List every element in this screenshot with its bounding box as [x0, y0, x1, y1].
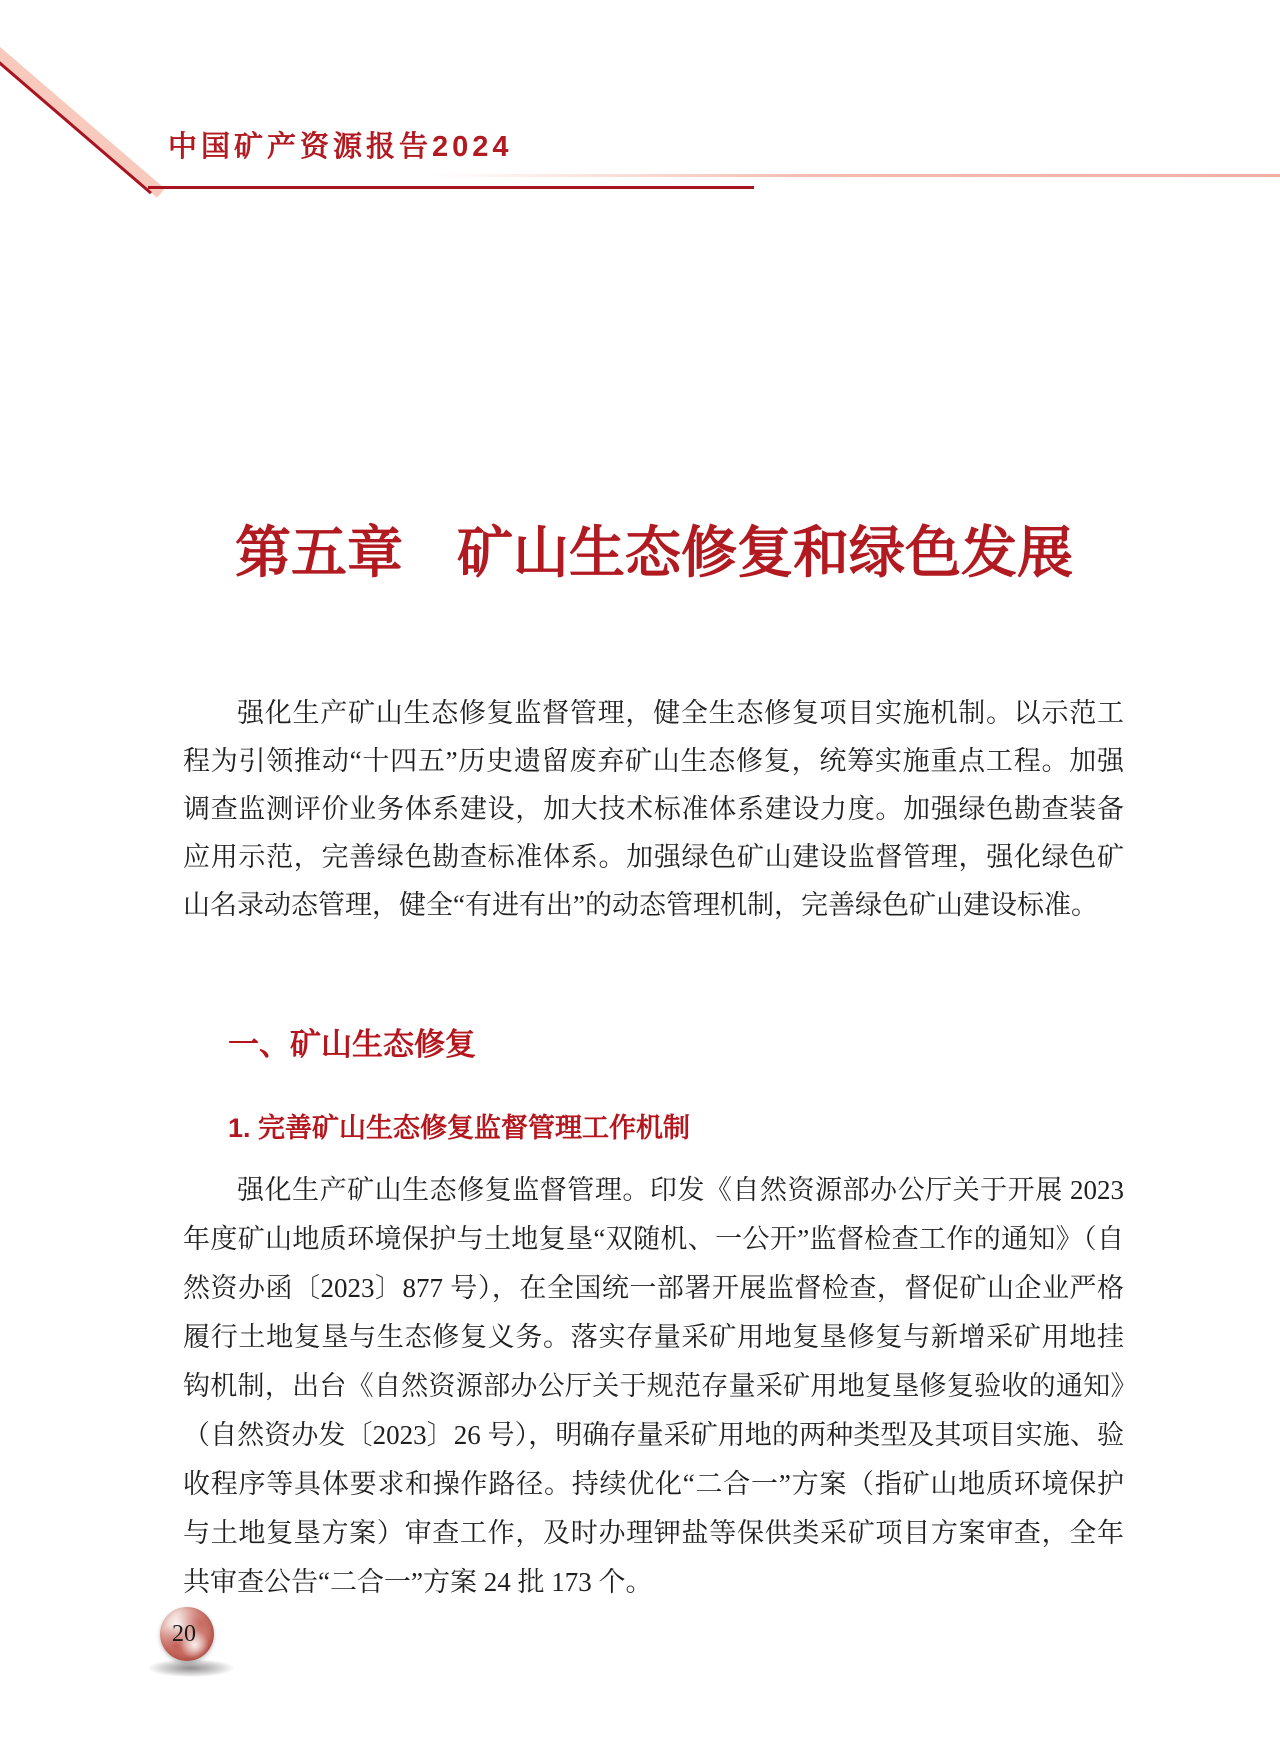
chapter-title-text: 矿山生态修复和绿色发展	[457, 521, 1073, 584]
page-number: 20	[172, 1621, 196, 1647]
page-number-shadow	[148, 1659, 234, 1677]
corner-ribbon-pink	[0, 40, 165, 198]
report-header-title: 中国矿产资源报告2024	[168, 131, 513, 163]
subsection-heading: 1. 完善矿山生态修复监督管理工作机制	[228, 1113, 691, 1143]
header-rule-red	[148, 186, 754, 189]
chapter-title	[183, 509, 1125, 589]
header-rule-pink	[430, 174, 1280, 177]
chapter-number: 第五章	[235, 521, 403, 584]
page-number-badge	[160, 1607, 214, 1661]
intro-paragraph: 强化生产矿山生态修复监督管理，健全生态修复项目实施机制。以示范工程为引领推动“十四五”历史遗留废弃矿山生态修复，统筹实施重点工程。加强调查监测评价业务体系建设，加大技术标准体系建设力度。加强绿色勘查装备应用示范，完善绿色勘查标准体系。加强绿色矿山建设监督管理，强化绿色矿山名录动态管理，健全“有进有出”的动态管理机制，完善绿色矿山建设标准。	[183, 698, 1124, 920]
section-heading: 一、矿山生态修复	[228, 1027, 476, 1062]
subsection-paragraph: 强化生产矿山生态修复监督管理。印发《自然资源部办公厅关于开展 2023 年度矿山地质环境保护与土地复垦“双随机、一公开”监督检查工作的通知》（自然资办函〔2023〕877 号），在全国统一部署开展监督检查，督促矿山企业严格履行土地复垦与生态修复义务。落实存量采矿用地复垦修复与新增采矿用地挂钩机制，出台《自然资源部办公厅关于规范存量采矿用地复垦修复验收的通知》（自然资办发〔2023〕26 号），明确存量采矿用地的两种类型及其项目实施、验收程序等具体要求和操作路径。持续优化“二合一”方案（指矿山地质环境保护与土地复垦方案）审查工作，及时办理钾盐等保供类采矿项目方案审查，全年共审查公告“二合一”方案 24 批 173 个。	[183, 1175, 1124, 1597]
